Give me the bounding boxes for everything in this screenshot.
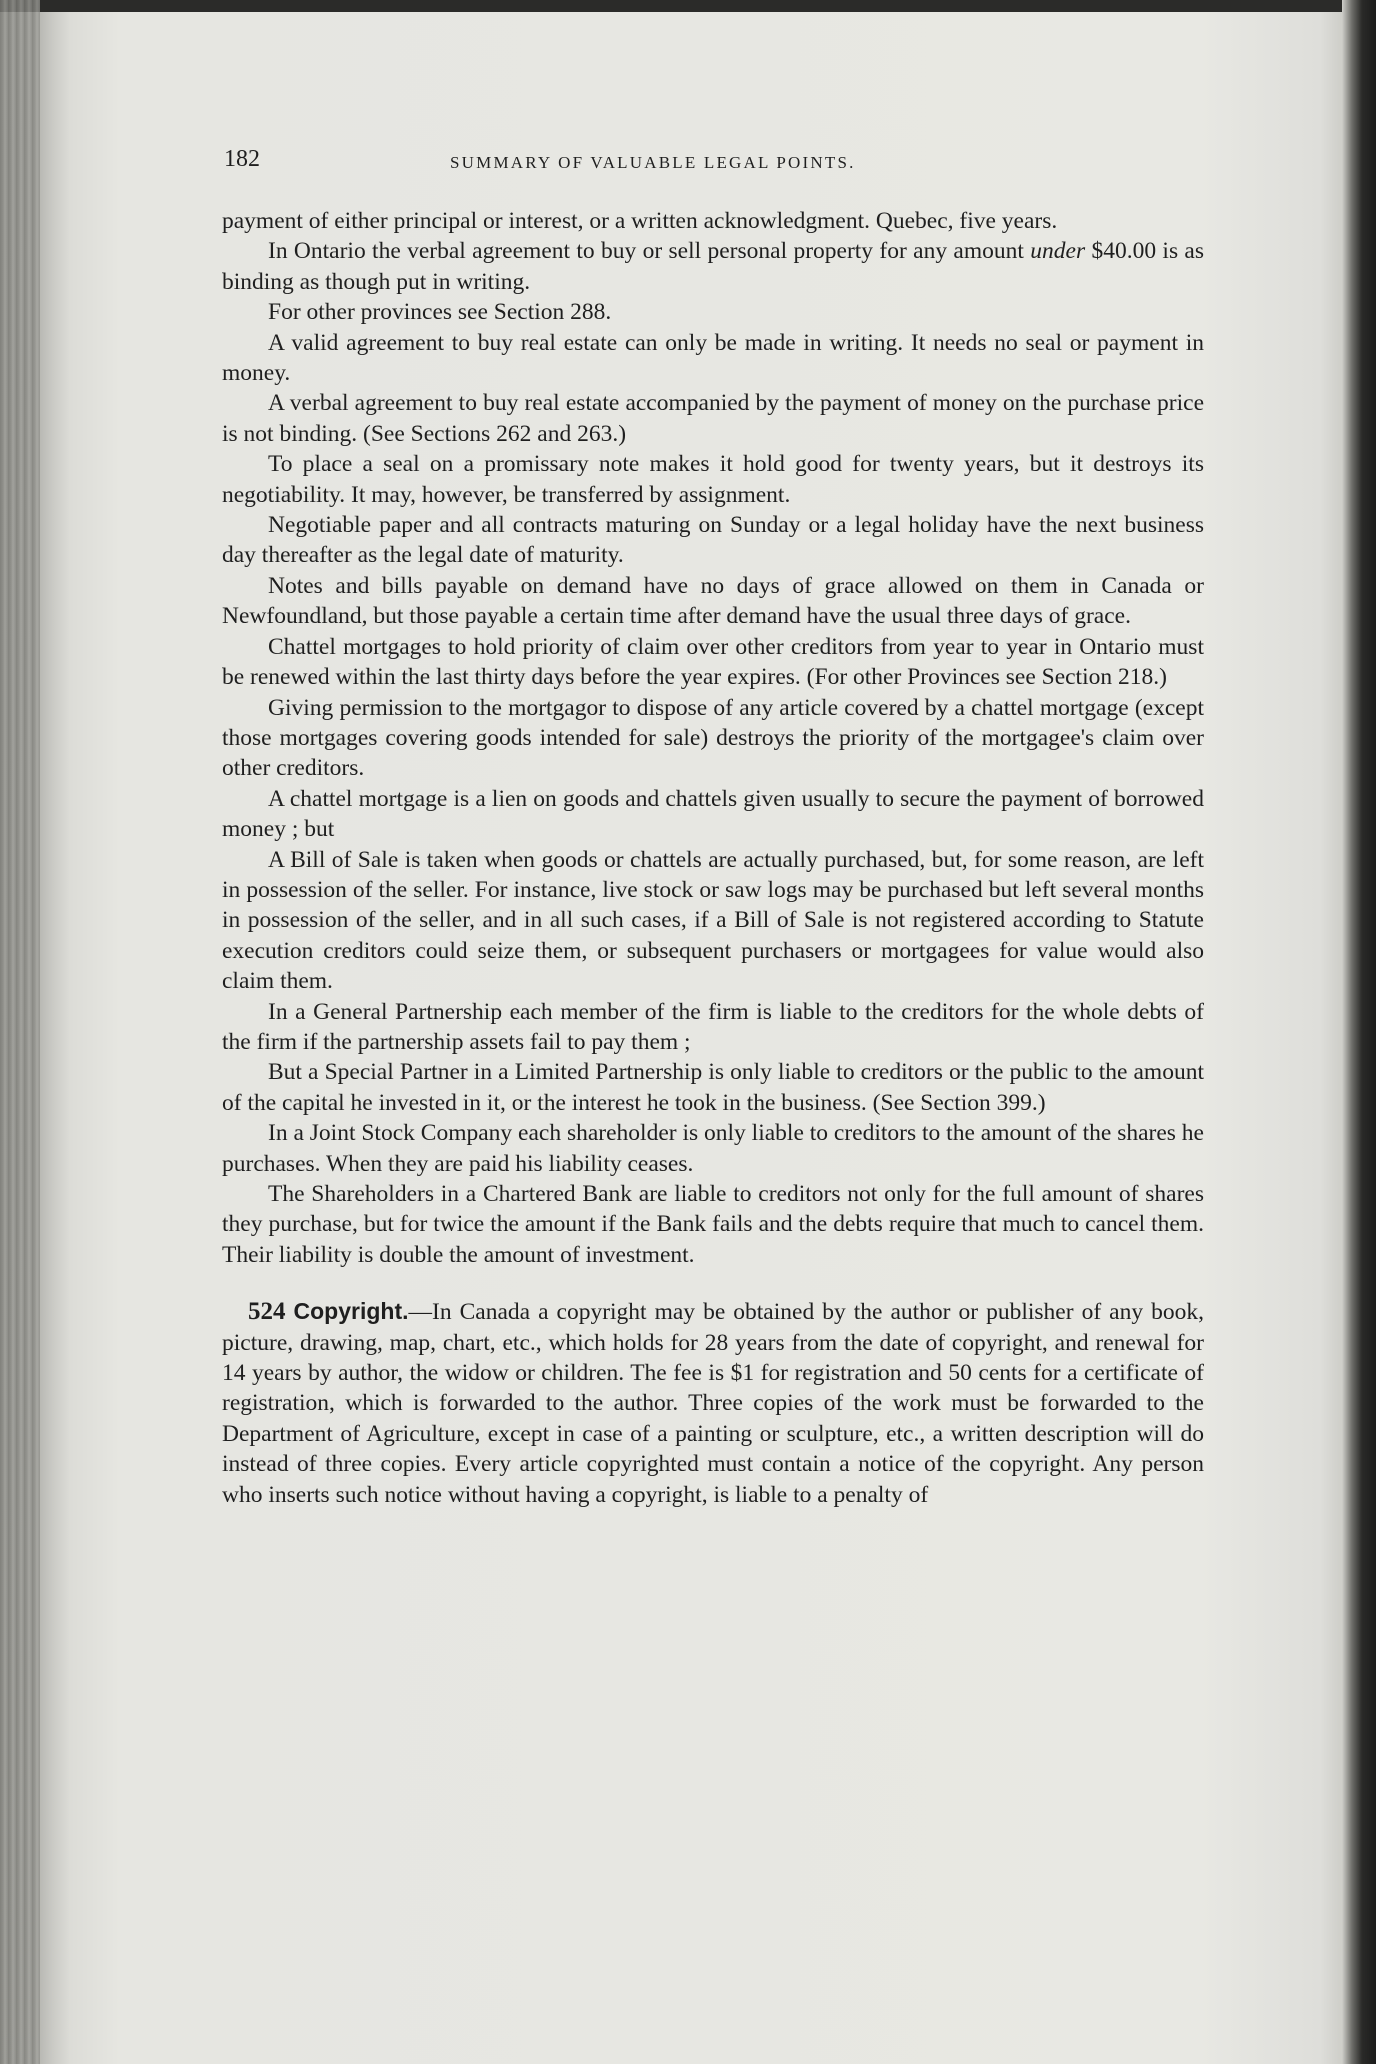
section-text: —In Canada a copyright may be obtained by the author or publisher of any book, picture, drawing, map, chart, etc., which holds for 28 years from the date of copyright, and renewal for 14 years by author, the widow or children. The fee is $1 for registration and 50 cents for a certificate of registration, which is forwarded to the author. Three copies of the work must be forwarded to the Department of Agriculture, except in case of a painting or sculpture, etc., a written description will do instead of three copies. Every article copyrighted must contain a notice of the copyright. Any person who inserts such notice without having a copyright, is liable to a penalty of (222, 1299, 1204, 1508)
paragraph: For other provinces see Section 288. (268, 299, 612, 326)
page-body (222, 140, 1204, 1510)
paragraph: A valid agreement to buy real estate can only be made in writing. It needs no seal or payment in money. (222, 329, 1204, 387)
scan-right-edge (1342, 0, 1376, 2064)
paragraph: A Bill of Sale is taken when goods or chattels are actually purchased, but, for some reason, are left in possession of the seller. For instance, live stock or saw logs may be purchased but left several months in possession of the seller, and in all such cases, if a Bill of Sale is not registered according to Statute execution creditors could seize them, or subsequent purchasers or mortgagees for value would also claim them. (222, 846, 1204, 995)
paragraph (222, 236, 1204, 297)
paragraph: A chattel mortgage is a lien on goods and chattels given usually to secure the payment of borrowed money ; but (222, 785, 1204, 843)
scan-top-edge (0, 0, 1376, 12)
book-binding-edge (0, 0, 40, 2064)
section-524 (222, 1296, 1204, 1510)
section-number: 524 (248, 1298, 286, 1326)
paragraph: Chattel mortgages to hold priority of claim over other creditors from year to year in Ontario must be renewed within the last thirty days before the year expires. (For other Provinces see Section 218.) (222, 633, 1204, 691)
section-title: Copyright. (293, 1298, 409, 1325)
paragraph: But a Special Partner in a Limited Partnership is only liable to creditors or the public to the amount of the capital he invested in it, or the interest he took in the business. (See Section 399.) (222, 1059, 1204, 1116)
paragraph: Giving permission to the mortgagor to dispose of any article covered by a chattel mortgage (except those mortgages covering goods intended for sale) destroys the priority of the mortgagee's claim over other creditors. (222, 694, 1204, 782)
emphasis-word: under (1030, 238, 1086, 265)
paragraph: payment of either principal or interest, or a written acknowledgment. Quebec, five years. (222, 208, 1058, 234)
running-head (222, 140, 1204, 180)
page-number: 182 (224, 146, 260, 172)
paragraph: Notes and bills payable on demand have no days of grace allowed on them in Canada or Newfoundland, but those payable a certain time after demand have the usual three days of grace. (222, 572, 1204, 630)
paragraph-text: $40.00 is as binding as though put in writing. (222, 238, 1205, 295)
running-title: SUMMARY OF VALUABLE LEGAL POINTS. (450, 153, 856, 172)
paragraph: In a Joint Stock Company each shareholder is only liable to creditors to the amount of the shares he purchases. When they are paid his liability ceases. (222, 1120, 1204, 1177)
paragraph: The Shareholders in a Chartered Bank are liable to creditors not only for the full amount of shares they purchase, but for twice the amount if the Bank fails and the debts require that much to cancel them. Their liability is double the amount of investment. (222, 1181, 1204, 1268)
paragraph: In a General Partnership each member of the firm is liable to the creditors for the whole debts of the firm if the partnership assets fail to pay them ; (222, 998, 1204, 1055)
paragraph: To place a seal on a promissary note makes it hold good for twenty years, but it destroys its negotiability. It may, however, be transferred by assignment. (222, 451, 1204, 508)
paragraph: A verbal agreement to buy real estate accompanied by the payment of money on the purchase price is not binding. (See Sections 262 and 263.) (222, 390, 1204, 447)
paragraph: Negotiable paper and all contracts maturing on Sunday or a legal holiday have the next business day thereafter as the legal date of maturity. (222, 512, 1204, 569)
paragraph-text: In Ontario the verbal agreement to buy or sell personal property for any amount (268, 238, 1031, 265)
